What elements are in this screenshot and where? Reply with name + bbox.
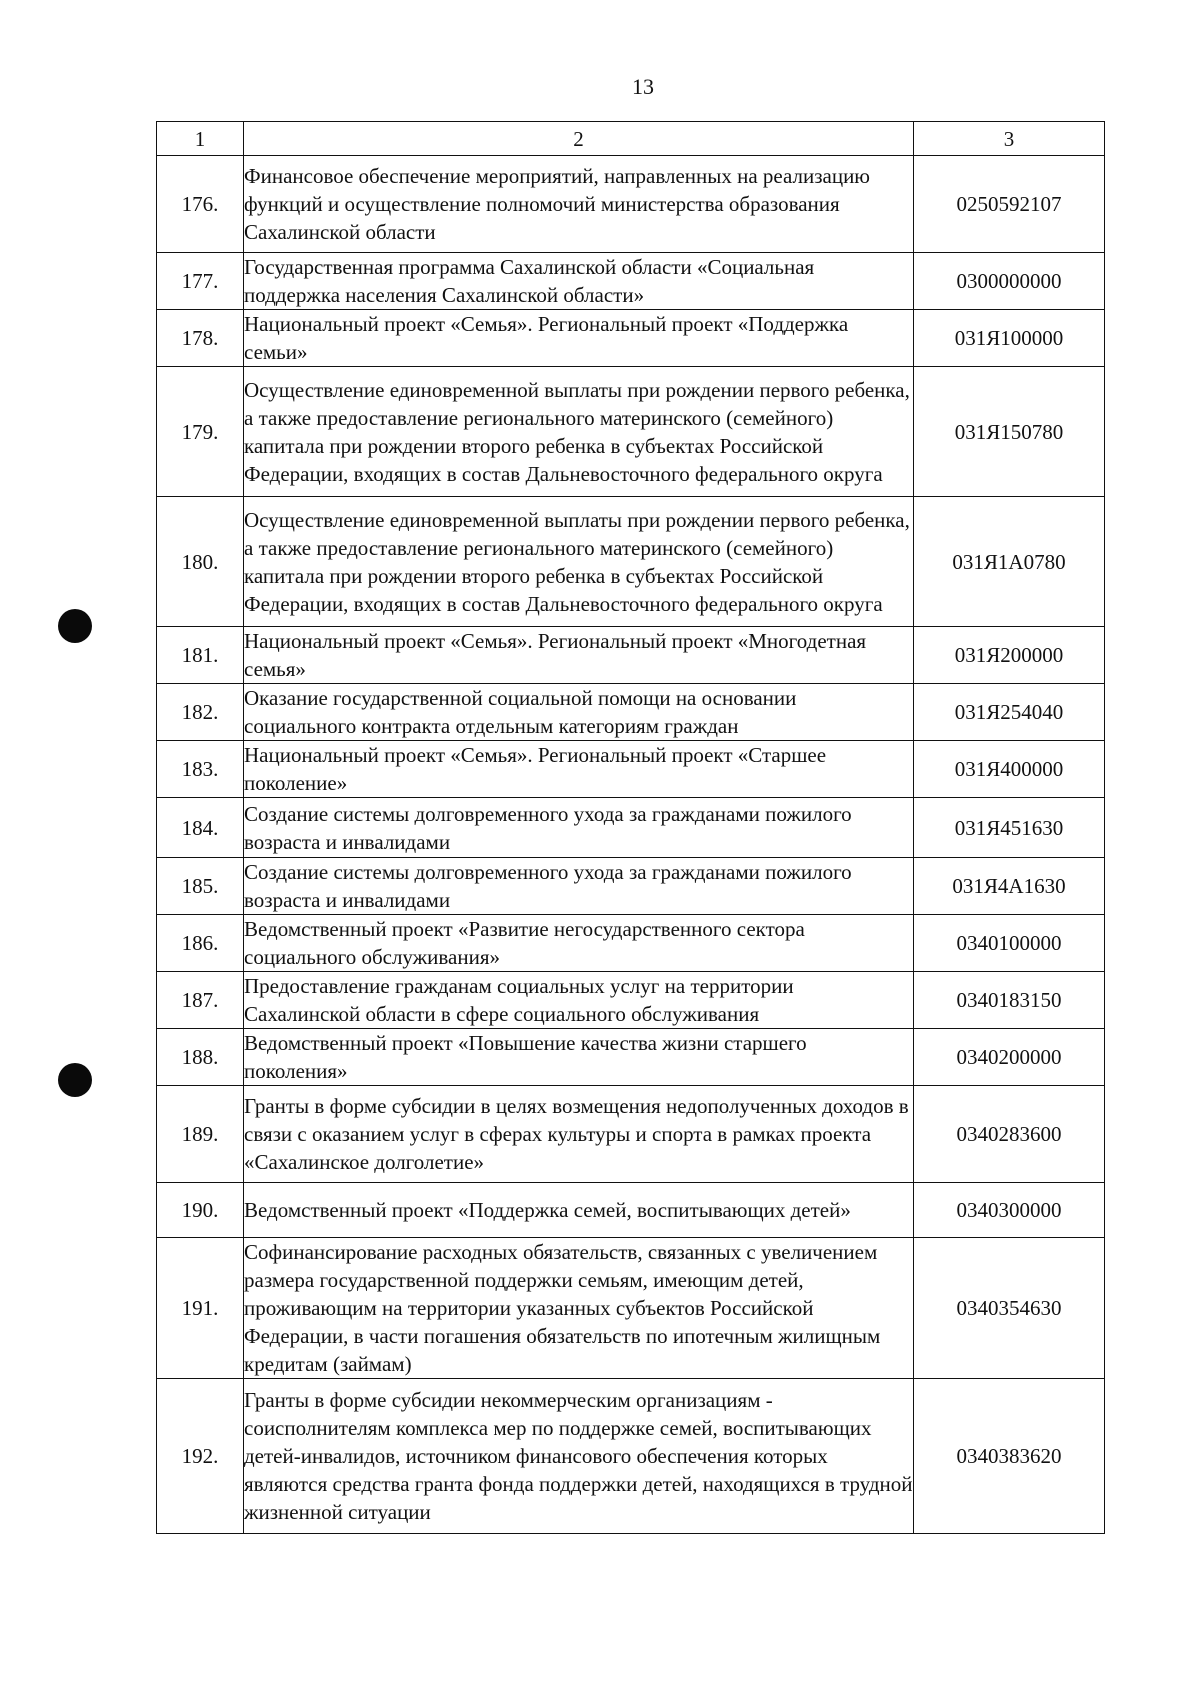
row-description: Осуществление единовременной выплаты при рождении первого ребенка, а также предоставление регионального материнского (семейного) капитала при рождении второго ребенка в субъектах Российской Федерации, входящих в состав Дальневосточного федерального округа: [244, 497, 914, 627]
row-code: 0340200000: [914, 1029, 1105, 1086]
row-number: 192.: [157, 1379, 244, 1534]
row-code: 0250592107: [914, 156, 1105, 253]
row-number: 190.: [157, 1183, 244, 1238]
row-code: 0340383620: [914, 1379, 1105, 1534]
table-row: [157, 915, 1105, 972]
table-row: [157, 497, 1105, 627]
row-description: Финансовое обеспечение мероприятий, направленных на реализацию функций и осуществление полномочий министерства образования Сахалинской области: [244, 156, 914, 253]
row-code: 031Я451630: [914, 798, 1105, 858]
row-description: Национальный проект «Семья». Региональный проект «Старшее поколение»: [244, 741, 914, 798]
table-row: [157, 741, 1105, 798]
row-code: 031Я100000: [914, 310, 1105, 367]
row-code: 0340283600: [914, 1086, 1105, 1183]
column-header-number: 1: [157, 122, 244, 156]
row-code: 0340354630: [914, 1238, 1105, 1379]
row-description: Национальный проект «Семья». Региональный проект «Многодетная семья»: [244, 627, 914, 684]
row-code: 0300000000: [914, 253, 1105, 310]
row-code: 031Я4А1630: [914, 858, 1105, 915]
row-description: Создание системы долговременного ухода за гражданами пожилого возраста и инвалидами: [244, 798, 914, 858]
row-number: 177.: [157, 253, 244, 310]
table-header-row: [157, 122, 1105, 156]
row-number: 186.: [157, 915, 244, 972]
table-row: [157, 253, 1105, 310]
table-row: [157, 684, 1105, 741]
row-number: 183.: [157, 741, 244, 798]
row-code: 031Я400000: [914, 741, 1105, 798]
row-description: Осуществление единовременной выплаты при рождении первого ребенка, а также предоставление регионального материнского (семейного) капитала при рождении второго ребенка в субъектах Российской Федерации, входящих в состав Дальневосточного федерального округа: [244, 367, 914, 497]
row-description: Государственная программа Сахалинской области «Социальная поддержка населения Сахалинской области»: [244, 253, 914, 310]
row-number: 185.: [157, 858, 244, 915]
row-number: 187.: [157, 972, 244, 1029]
table-row: [157, 1238, 1105, 1379]
row-code: 031Я254040: [914, 684, 1105, 741]
row-number: 184.: [157, 798, 244, 858]
row-description: Национальный проект «Семья». Региональный проект «Поддержка семьи»: [244, 310, 914, 367]
row-number: 178.: [157, 310, 244, 367]
page-number: 13: [632, 74, 654, 99]
table-row: [157, 156, 1105, 253]
row-description: Гранты в форме субсидии некоммерческим организациям - соисполнителям комплекса мер по поддержке семей, воспитывающих детей-инвалидов, источником финансового обеспечения которых являются средства гранта фонда поддержки детей, находящихся в трудной жизненной ситуации: [244, 1379, 914, 1534]
table-row: [157, 1086, 1105, 1183]
row-description: Софинансирование расходных обязательств, связанных с увеличением размера государственной поддержки семьям, имеющим детей, проживающим на территории указанных субъектов Российской Федерации, в части погашения обязательств по ипотечным жилищным кредитам (займам): [244, 1238, 914, 1379]
column-header-name: 2: [244, 122, 914, 156]
table-row: [157, 972, 1105, 1029]
table-row: [157, 858, 1105, 915]
table-row: [157, 1379, 1105, 1534]
table-row: [157, 367, 1105, 497]
table-row: [157, 798, 1105, 858]
row-number: 180.: [157, 497, 244, 627]
row-description: Гранты в форме субсидии в целях возмещения недополученных доходов в связи с оказанием услуг в сферах культуры и спорта в рамках проекта «Сахалинское долголетие»: [244, 1086, 914, 1183]
table-body: [157, 156, 1105, 1534]
row-description: Ведомственный проект «Развитие негосударственного сектора социального обслуживания»: [244, 915, 914, 972]
binder-hole-mark: [58, 1063, 92, 1097]
row-description: Ведомственный проект «Поддержка семей, воспитывающих детей»: [244, 1183, 914, 1238]
row-description: Создание системы долговременного ухода за гражданами пожилого возраста и инвалидами: [244, 858, 914, 915]
row-number: 191.: [157, 1238, 244, 1379]
budget-code-table: [156, 121, 1105, 1534]
row-number: 182.: [157, 684, 244, 741]
row-description: Предоставление гражданам социальных услуг на территории Сахалинской области в сфере социального обслуживания: [244, 972, 914, 1029]
row-number: 188.: [157, 1029, 244, 1086]
table-row: [157, 310, 1105, 367]
row-code: 0340100000: [914, 915, 1105, 972]
row-number: 189.: [157, 1086, 244, 1183]
row-number: 176.: [157, 156, 244, 253]
row-description: Ведомственный проект «Повышение качества жизни старшего поколения»: [244, 1029, 914, 1086]
column-header-code: 3: [914, 122, 1105, 156]
table-row: [157, 627, 1105, 684]
row-description: Оказание государственной социальной помощи на основании социального контракта отдельным категориям граждан: [244, 684, 914, 741]
row-code: 031Я150780: [914, 367, 1105, 497]
row-code: 0340300000: [914, 1183, 1105, 1238]
row-code: 031Я1А0780: [914, 497, 1105, 627]
row-number: 181.: [157, 627, 244, 684]
row-code: 031Я200000: [914, 627, 1105, 684]
row-number: 179.: [157, 367, 244, 497]
table-row: [157, 1183, 1105, 1238]
row-code: 0340183150: [914, 972, 1105, 1029]
binder-hole-mark: [58, 609, 92, 643]
table-row: [157, 1029, 1105, 1086]
